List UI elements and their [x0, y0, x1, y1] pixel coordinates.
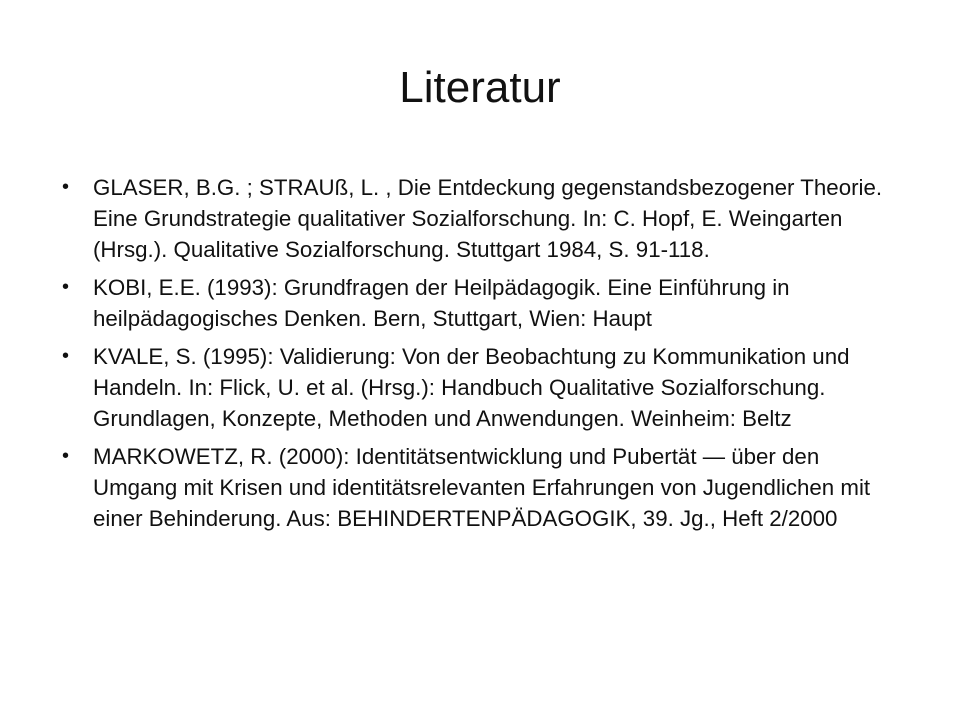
- bullet-icon: •: [62, 445, 70, 467]
- slide-title: Literatur: [399, 63, 561, 112]
- reference-item-markowetz: [60, 441, 900, 534]
- reference-text: GLASER, B.G. ; STRAUß, L. , Die Entdeckung gegenstandsbezogener Theorie. Eine Grundstrategie qualitativer Sozialforschung. In: C. Hopf, E. Weingarten (Hrsg.). Qualitative Sozialforschung. Stuttgart 1984, S. 91-118.: [93, 175, 883, 262]
- reference-text: KVALE, S. (1995): Validierung: Von der Beobachtung zu Kommunikation und Handeln. In: Flick, U. et al. (Hrsg.): Handbuch Qualitative Sozialforschung. Grundlagen, Konzepte, Methoden und Anwendungen. Weinheim: Beltz: [93, 344, 850, 431]
- bullet-icon: •: [62, 276, 70, 298]
- reference-item-glaser: [60, 172, 900, 265]
- reference-item-kvale: [60, 341, 900, 434]
- reference-list: [60, 172, 900, 541]
- bullet-icon: •: [62, 176, 70, 198]
- bullet-icon: •: [62, 345, 70, 367]
- reference-item-kobi: [60, 272, 900, 334]
- reference-text: KOBI, E.E. (1993): Grundfragen der Heilpädagogik. Eine Einführung in heilpädagogisches Denken. Bern, Stuttgart, Wien: Haupt: [93, 275, 790, 331]
- reference-text: MARKOWETZ, R. (2000): Identitätsentwicklung und Pubertät — über den Umgang mit Krisen und identitätsrelevanten Erfahrungen von Jugendlichen mit einer Behinderung. Aus: BEHINDERTENPÄDAGOGIK, 39. Jg., Heft 2/2000: [93, 444, 871, 531]
